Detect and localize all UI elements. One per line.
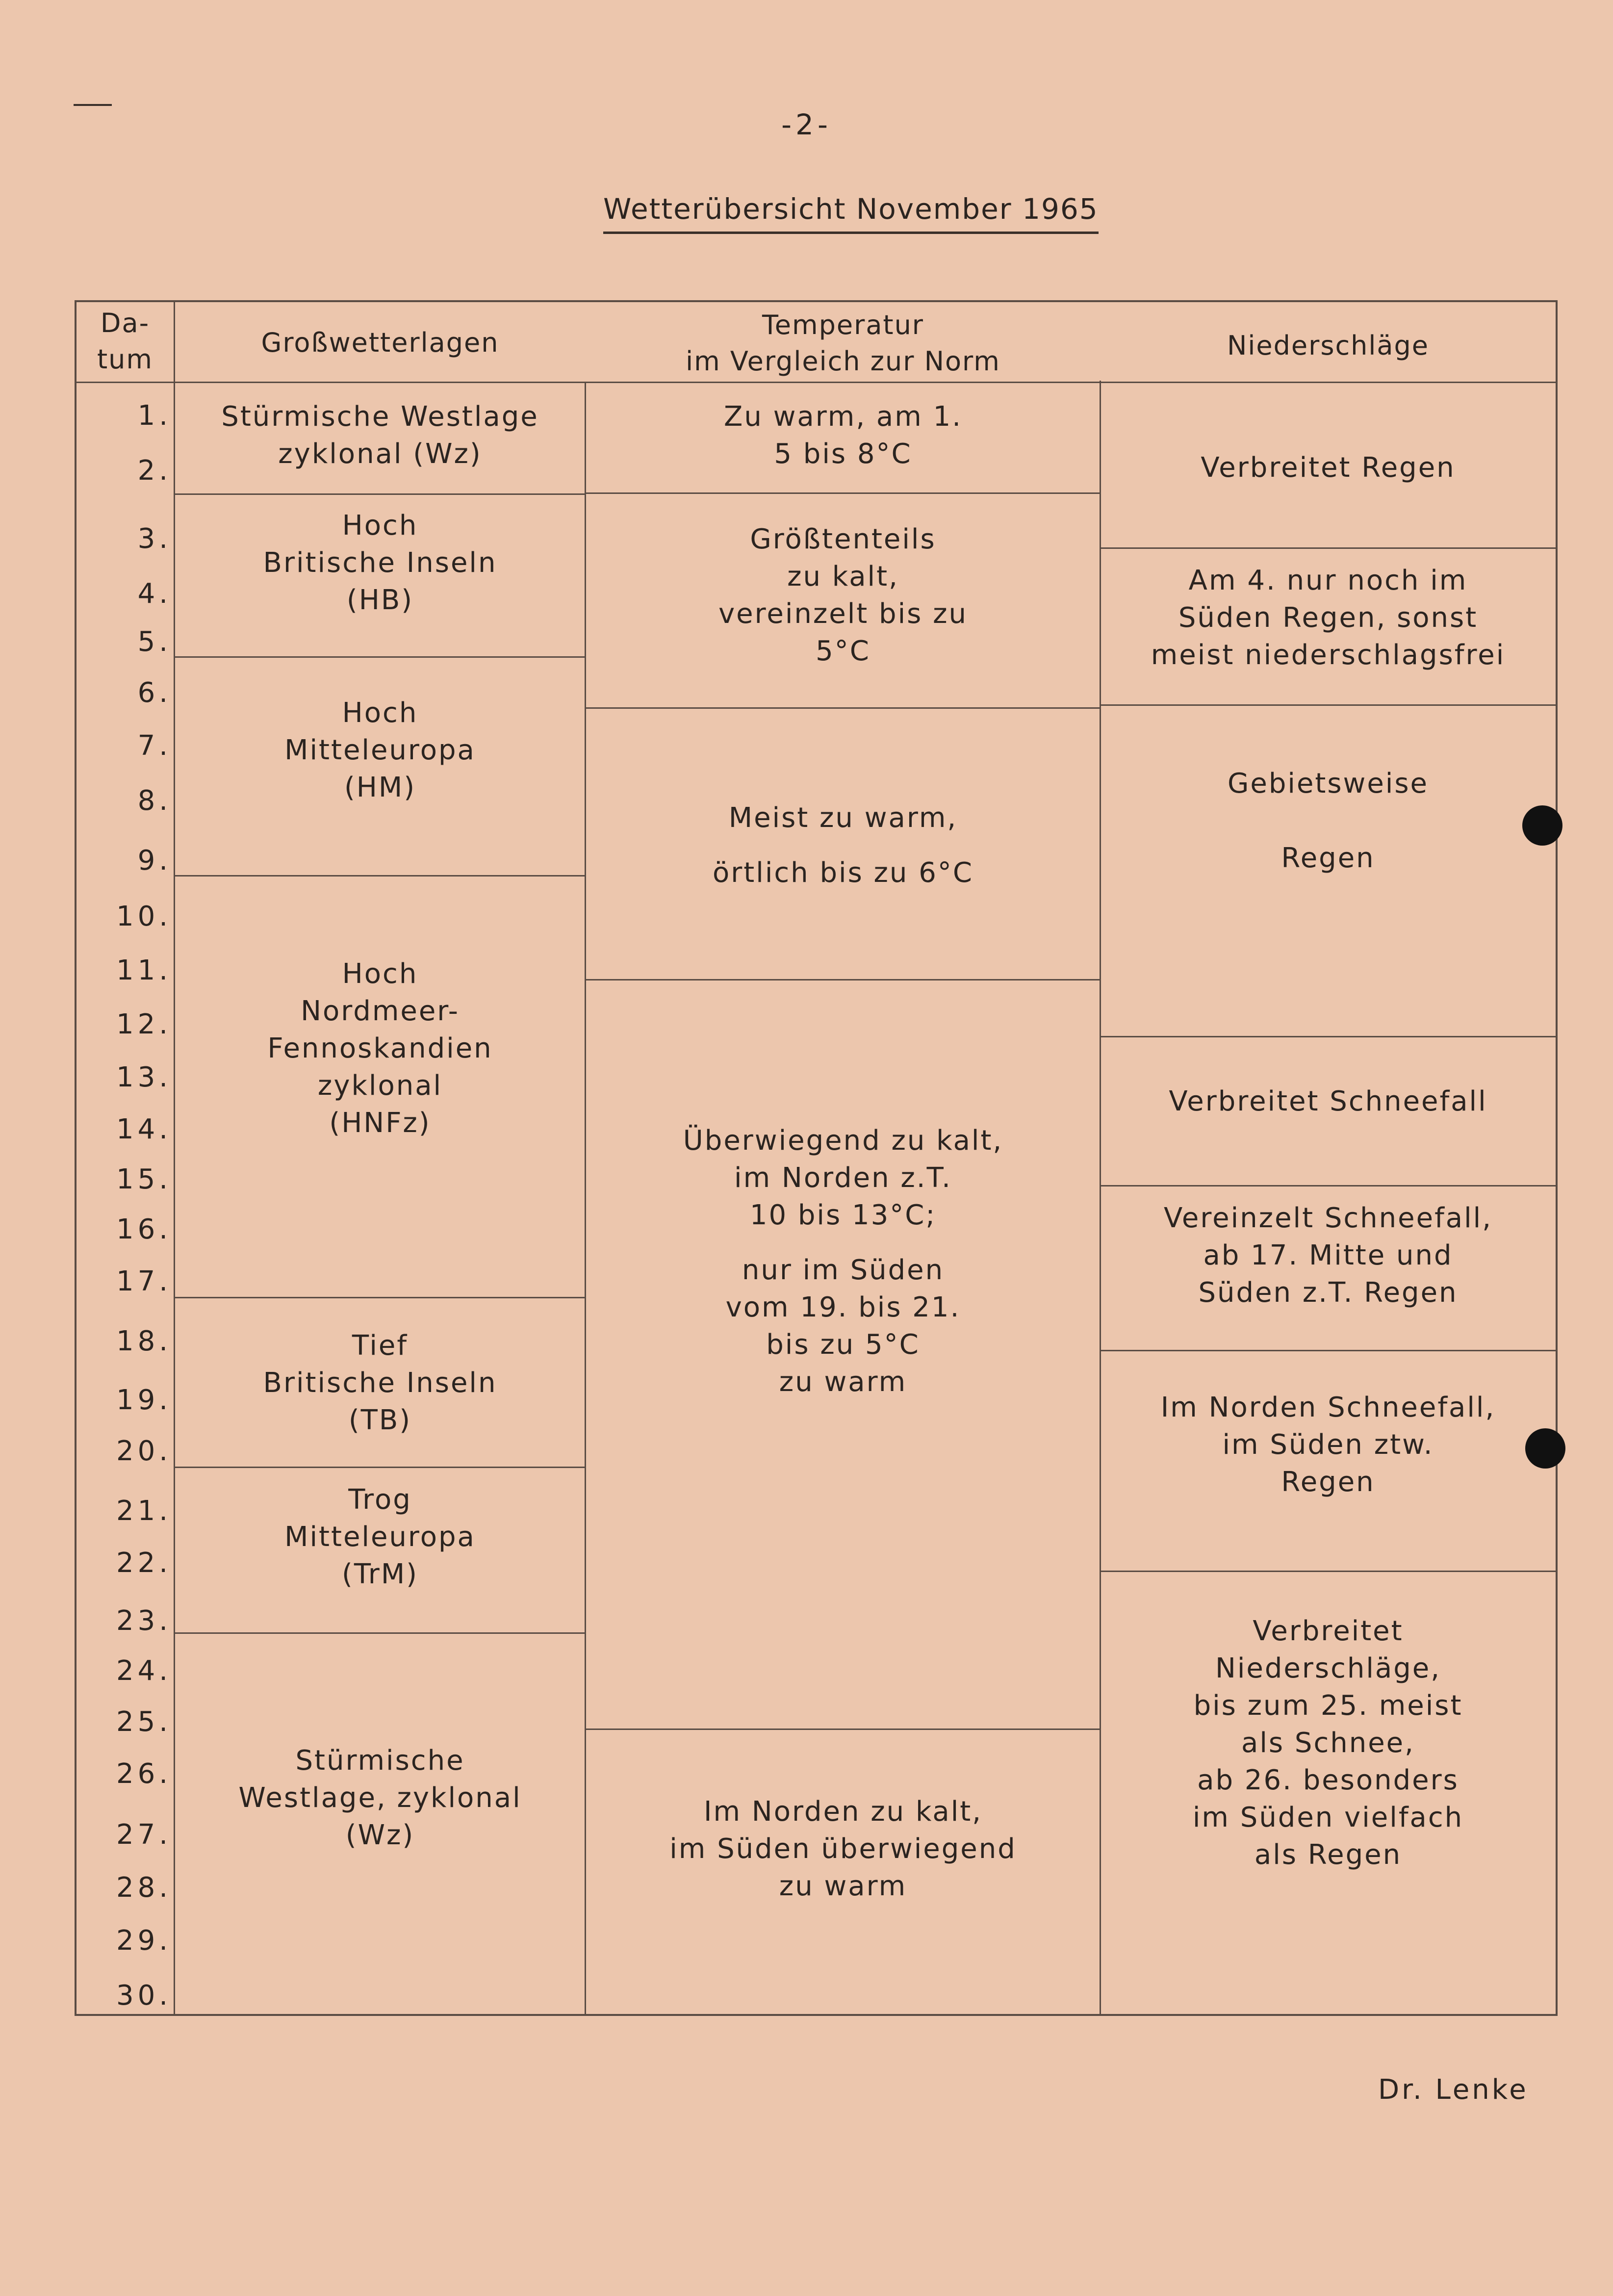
niederschlag-cell: Am 4. nur noch im Süden Regen, sonst meist niederschlagsfrei bbox=[1151, 565, 1506, 671]
punch-hole bbox=[1525, 1428, 1565, 1469]
date-cell: 18. bbox=[116, 1325, 172, 1357]
date-column bbox=[39, 0, 172, 2296]
grosswetterlage-cell: Hoch Mitteleuropa (HM) bbox=[284, 697, 476, 803]
date-cell: 22. bbox=[116, 1547, 172, 1579]
date-cell: 4. bbox=[137, 578, 172, 610]
date-cell: 30. bbox=[116, 1980, 172, 2012]
date-cell: 16. bbox=[116, 1213, 172, 1245]
temperatur-cell: Im Norden zu kalt, im Süden überwiegend zu warm bbox=[669, 1796, 1017, 1902]
grosswetterlage-cell: Stürmische Westlage zyklonal (Wz) bbox=[221, 401, 539, 470]
date-cell: 10. bbox=[116, 901, 172, 932]
page-title: Wetterübersicht November 1965 bbox=[603, 192, 1099, 234]
grosswetterlage-cell: Trog Mitteleuropa (TrM) bbox=[284, 1484, 476, 1590]
niederschlag-cell: Gebietsweise Regen bbox=[1228, 768, 1429, 874]
date-cell: 14. bbox=[116, 1113, 172, 1145]
date-cell: 17. bbox=[116, 1265, 172, 1297]
grosswetterlage-cell: Stürmische Westlage, zyklonal (Wz) bbox=[238, 1745, 522, 1851]
date-cell: 12. bbox=[116, 1008, 172, 1040]
date-cell: 2. bbox=[137, 455, 172, 487]
punch-hole bbox=[1522, 805, 1562, 846]
date-cell: 6. bbox=[137, 677, 172, 709]
date-cell: 29. bbox=[116, 1925, 172, 1957]
date-cell: 1. bbox=[137, 400, 172, 432]
header-grosswetterlagen: Großwetterlagen bbox=[261, 327, 499, 358]
page-number: -2- bbox=[781, 108, 832, 141]
niederschlag-cell: Verbreitet Regen bbox=[1201, 452, 1456, 484]
temperatur-cell: Überwiegend zu kalt, im Norden z.T. 10 bis 13°C; bbox=[683, 1125, 1003, 1231]
temperatur-cell: Meist zu warm, örtlich bis zu 6°C bbox=[713, 802, 973, 889]
header-niederschlaege: Niederschläge bbox=[1227, 330, 1429, 361]
date-cell: 25. bbox=[116, 1706, 172, 1738]
temperatur-cell: nur im Süden vom 19. bis 21. bis zu 5°C zu warm bbox=[725, 1254, 961, 1398]
signature: Dr. Lenke bbox=[1378, 2074, 1529, 2106]
date-cell: 21. bbox=[116, 1495, 172, 1527]
date-cell: 23. bbox=[116, 1605, 172, 1637]
date-cell: 7. bbox=[137, 730, 172, 762]
date-cell: 8. bbox=[137, 785, 172, 817]
header-datum: Da- tum bbox=[97, 308, 153, 375]
date-cell: 3. bbox=[137, 523, 172, 555]
date-cell: 24. bbox=[116, 1655, 172, 1687]
date-cell: 13. bbox=[116, 1061, 172, 1093]
date-cell: 19. bbox=[116, 1384, 172, 1416]
date-cell: 15. bbox=[116, 1163, 172, 1195]
date-cell: 26. bbox=[116, 1758, 172, 1790]
grosswetterlage-cell: Hoch Nordmeer- Fennoskandien zyklonal (HNFz) bbox=[267, 958, 493, 1139]
date-cell: 27. bbox=[116, 1819, 172, 1851]
date-cell: 9. bbox=[137, 845, 172, 877]
grosswetterlage-cell: Hoch Britische Inseln (HB) bbox=[263, 510, 497, 616]
niederschlag-cell: Verbreitet Niederschläge, bis zum 25. meist als Schnee, ab 26. besonders im Süden vielfach als Regen bbox=[1192, 1615, 1464, 1871]
date-cell: 28. bbox=[116, 1872, 172, 1904]
niederschlag-cell: Verbreitet Schneefall bbox=[1169, 1085, 1487, 1117]
header-temperatur: Temperatur im Vergleich zur Norm bbox=[686, 310, 1000, 377]
temperatur-cell: Zu warm, am 1. 5 bis 8°C bbox=[723, 401, 963, 470]
grosswetterlage-cell: Tief Britische Inseln (TB) bbox=[263, 1330, 497, 1436]
niederschlag-cell: Vereinzelt Schneefall, ab 17. Mitte und Süden z.T. Regen bbox=[1163, 1202, 1493, 1309]
date-cell: 5. bbox=[137, 626, 172, 658]
date-cell: 11. bbox=[116, 955, 172, 986]
niederschlag-cell: Im Norden Schneefall, im Süden ztw. Regen bbox=[1160, 1392, 1496, 1498]
date-cell: 20. bbox=[116, 1435, 172, 1467]
temperatur-cell: Größtenteils zu kalt, vereinzelt bis zu 5°C bbox=[718, 523, 968, 667]
